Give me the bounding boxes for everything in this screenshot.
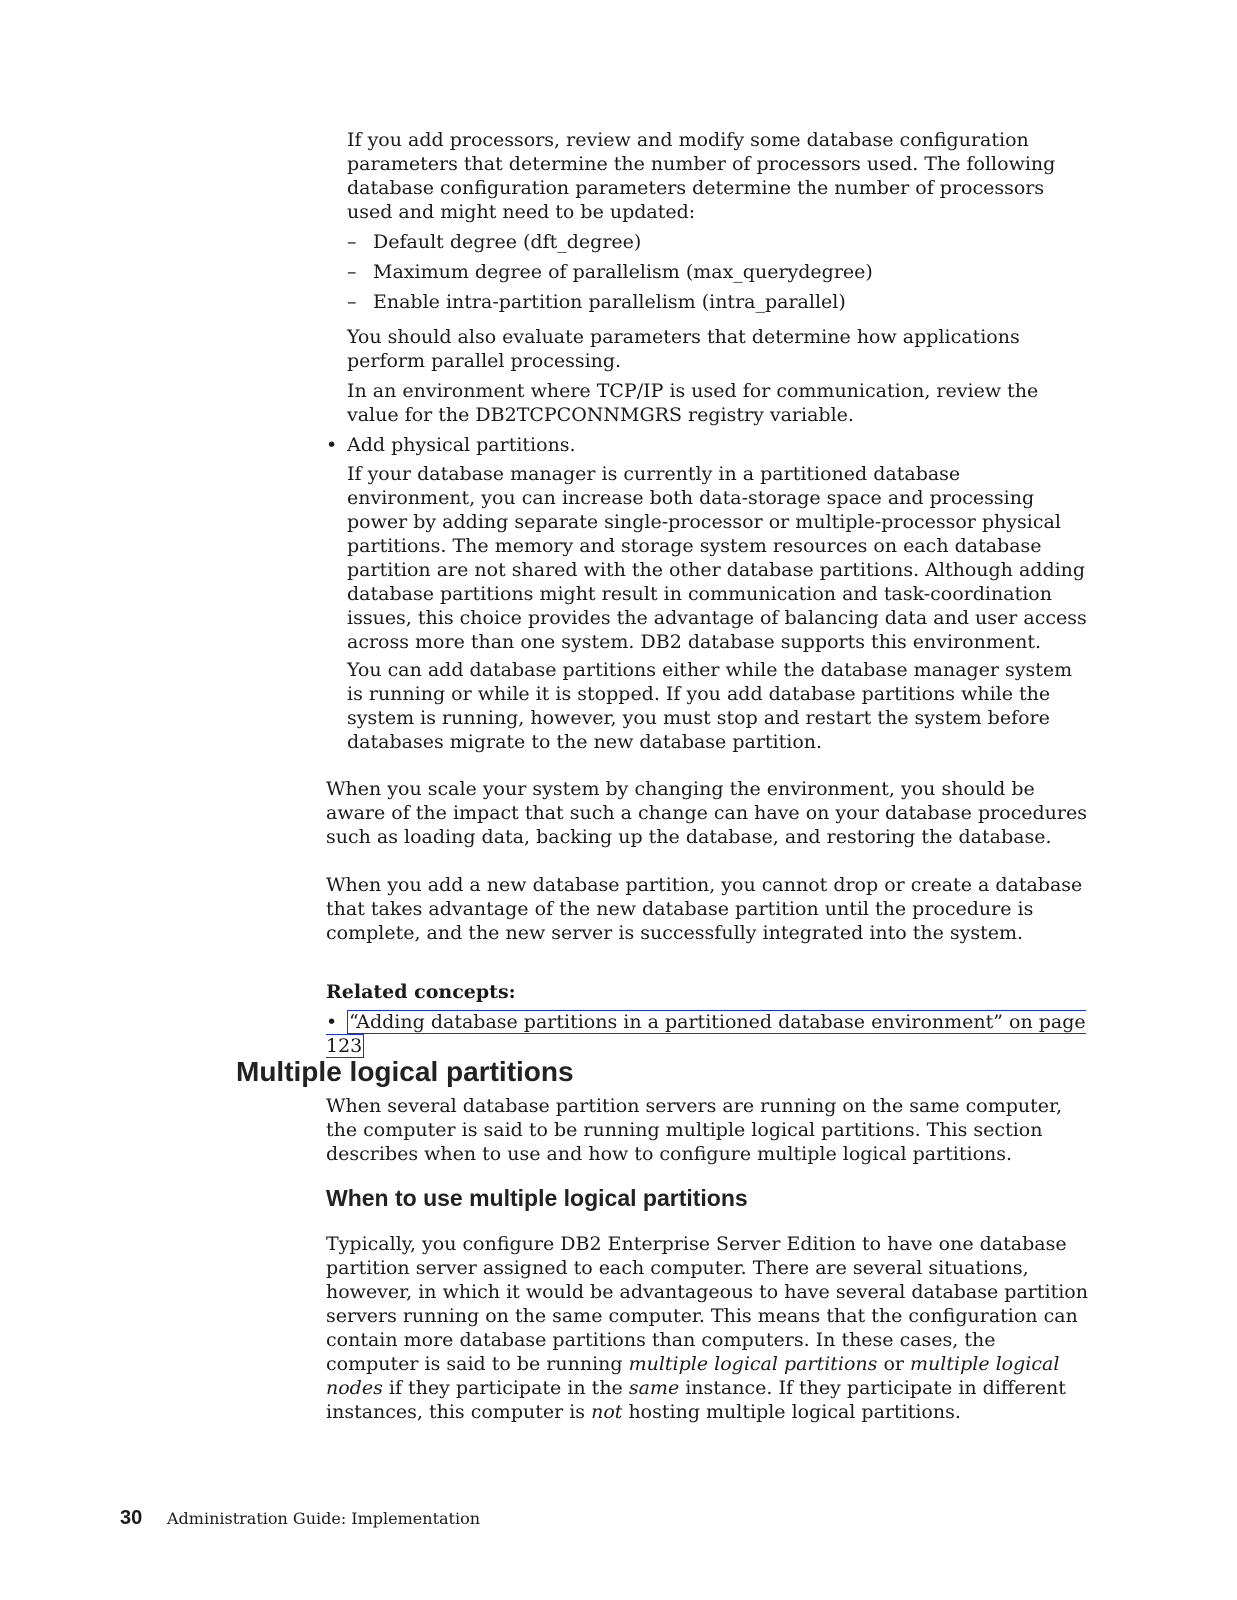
dash-marker: – xyxy=(347,231,357,253)
related-concepts-label: Related concepts: xyxy=(326,981,516,1003)
related-link-item xyxy=(326,1010,1126,1058)
list-item-text: Default degree (dft_degree) xyxy=(373,231,642,253)
list-item xyxy=(347,260,1067,284)
list-item-text: Enable intra-partition parallelism (intra_parallel) xyxy=(373,291,846,313)
text-run: hosting multiple logical partitions. xyxy=(622,1401,961,1423)
list-item xyxy=(347,290,1067,314)
text-run: Typically, you configure DB2 Enterprise Server Edition to have one database partition server assigned to each computer. There are several situations, however, in which it would be advantageous to have several database partition servers running on the same computer. This means that the configuration can contain more database partitions than computers. In these cases, the computer is said to be running xyxy=(326,1233,1088,1375)
list-item xyxy=(347,230,1067,254)
text-run: or xyxy=(877,1353,911,1375)
dash-marker: – xyxy=(347,261,357,283)
bullet-marker: • xyxy=(326,434,338,456)
related-concept-link[interactable]: “Adding database partitions in a partitioned database environment” on page 123 xyxy=(326,1011,1086,1057)
list-item-text: Maximum degree of parallelism (max_querydegree) xyxy=(373,261,873,283)
paragraph-scale: When you scale your system by changing the environment, you should be aware of the impact that such a change can have on your database procedures such as loading data, backing up the database, and restoring the database. xyxy=(326,778,1087,848)
section-heading: Multiple logical partitions xyxy=(236,1056,574,1087)
paragraph-physical-2: You can add database partitions either while the database manager system is running or while it is stopped. If you add database partitions while the system is running, however, you must stop and restart the system before databases migrate to the new database partition. xyxy=(347,659,1073,753)
bullet-marker: • xyxy=(326,1011,338,1033)
paragraph-tcpip: In an environment where TCP/IP is used for communication, review the value for the DB2TCPCONNMGRS registry variable. xyxy=(347,380,1039,426)
dash-marker: – xyxy=(347,291,357,313)
paragraph-processors: If you add processors, review and modify some database configuration parameters that determine the number of processors used. The following database configuration parameters determine the number of processors used and might need to be updated: xyxy=(347,129,1056,223)
paragraph-multiple-intro: When several database partition servers are running on the same computer, the computer is said to be running multiple logical partitions. This section describes when to use and how to configure multiple logical partitions. xyxy=(326,1095,1063,1165)
emphasis-text: not xyxy=(591,1401,623,1423)
emphasis-text: multiple logical nodes xyxy=(326,1353,1060,1399)
paragraph-physical-1: If your database manager is currently in a partitioned database environment, you can increase both data-storage space and processing power by adding separate single-processor or multiple-processor physical partitions. The memory and storage system resources on each database partition are not shared with the other database partitions. Although adding database partitions might result in communication and task-coordination issues, this choice provides the advantage of balancing data and user access across more than one system. DB2 database supports this environment. xyxy=(347,463,1087,653)
bullet-item-text: Add physical partitions. xyxy=(347,434,576,456)
footer-title: Administration Guide: Implementation xyxy=(167,1509,481,1528)
emphasis-text: same xyxy=(628,1377,680,1399)
subsection-heading: When to use multiple logical partitions xyxy=(326,1185,748,1211)
paragraph-typically xyxy=(326,1232,1091,1424)
page-number: 30 xyxy=(120,1507,143,1529)
text-run: if they participate in the xyxy=(382,1377,629,1399)
emphasis-text: multiple logical partitions xyxy=(628,1353,878,1375)
paragraph-new-partition: When you add a new database partition, you cannot drop or create a database that takes advantage of the new database partition until the procedure is complete, and the new server is successfully integrated into the system. xyxy=(326,874,1083,944)
bullet-item-physical xyxy=(326,433,1106,457)
paragraph-parallel: You should also evaluate parameters that determine how applications perform parallel processing. xyxy=(347,326,1020,372)
text-run: instance. If they participate in different instances, this computer is xyxy=(326,1377,1066,1423)
